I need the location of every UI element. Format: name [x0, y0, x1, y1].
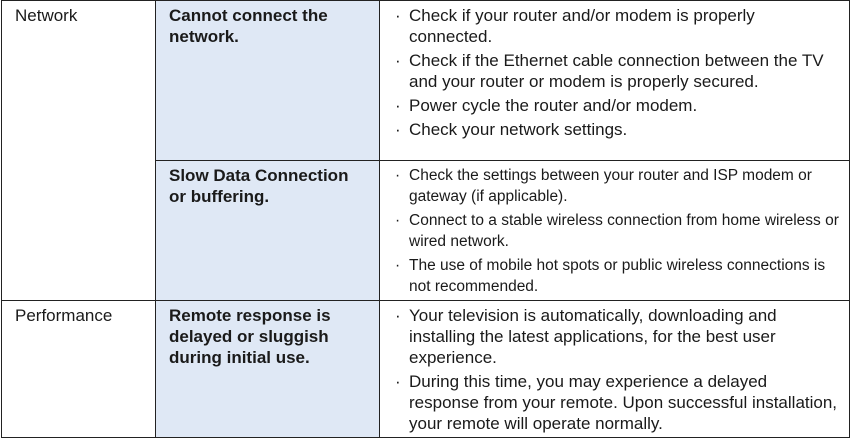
table-row-performance	[2, 301, 850, 438]
category-cell-network: Network	[2, 1, 156, 301]
solution-item	[393, 371, 839, 434]
solution-text: Check your network settings.	[409, 120, 628, 139]
bullet-icon: ·	[395, 306, 401, 325]
solution-list	[393, 165, 839, 297]
solution-text: Check the settings between your router and ISP modem or gateway (if applicable).	[409, 167, 812, 205]
bullet-icon: ·	[395, 6, 401, 25]
bullet-icon: ·	[395, 96, 401, 115]
solution-item	[393, 119, 839, 140]
solution-item	[393, 50, 839, 92]
solution-item	[393, 210, 839, 252]
solution-cell	[380, 161, 850, 301]
solution-text: Check if the Ethernet cable connection between the TV and your router or modem is properly secured.	[409, 51, 824, 91]
solution-item	[393, 165, 839, 207]
solution-cell	[380, 301, 850, 438]
symptom-cell: Slow Data Connection or buffering.	[156, 161, 380, 301]
solution-text: During this time, you may experience a delayed response from your remote. Upon successful installation, your remote will operate normally.	[409, 372, 838, 433]
bullet-icon: ·	[395, 257, 401, 274]
troubleshooting-table	[1, 0, 850, 438]
bullet-icon: ·	[395, 167, 401, 184]
solution-text: The use of mobile hot spots or public wireless connections is not recommended.	[409, 257, 826, 295]
bullet-icon: ·	[395, 372, 401, 391]
solution-text: Connect to a stable wireless connection from home wireless or wired network.	[409, 212, 839, 250]
solution-text: Your television is automatically, downloading and installing the latest applications, for the best user experience.	[409, 306, 777, 367]
solution-item	[393, 5, 839, 47]
solution-list	[393, 5, 839, 140]
solution-item	[393, 95, 839, 116]
solution-cell	[380, 1, 850, 161]
bullet-icon: ·	[395, 120, 401, 139]
symptom-cell: Cannot connect the network.	[156, 1, 380, 161]
solution-item	[393, 305, 839, 368]
bullet-icon: ·	[395, 212, 401, 229]
solution-text: Check if your router and/or modem is properly connected.	[409, 6, 755, 46]
solution-text: Power cycle the router and/or modem.	[409, 96, 698, 115]
symptom-cell: Remote response is delayed or sluggish during initial use.	[156, 301, 380, 438]
solution-list	[393, 305, 839, 434]
bullet-icon: ·	[395, 51, 401, 70]
solution-item	[393, 255, 839, 297]
table-row-network	[2, 1, 850, 161]
category-cell-performance: Performance	[2, 301, 156, 438]
